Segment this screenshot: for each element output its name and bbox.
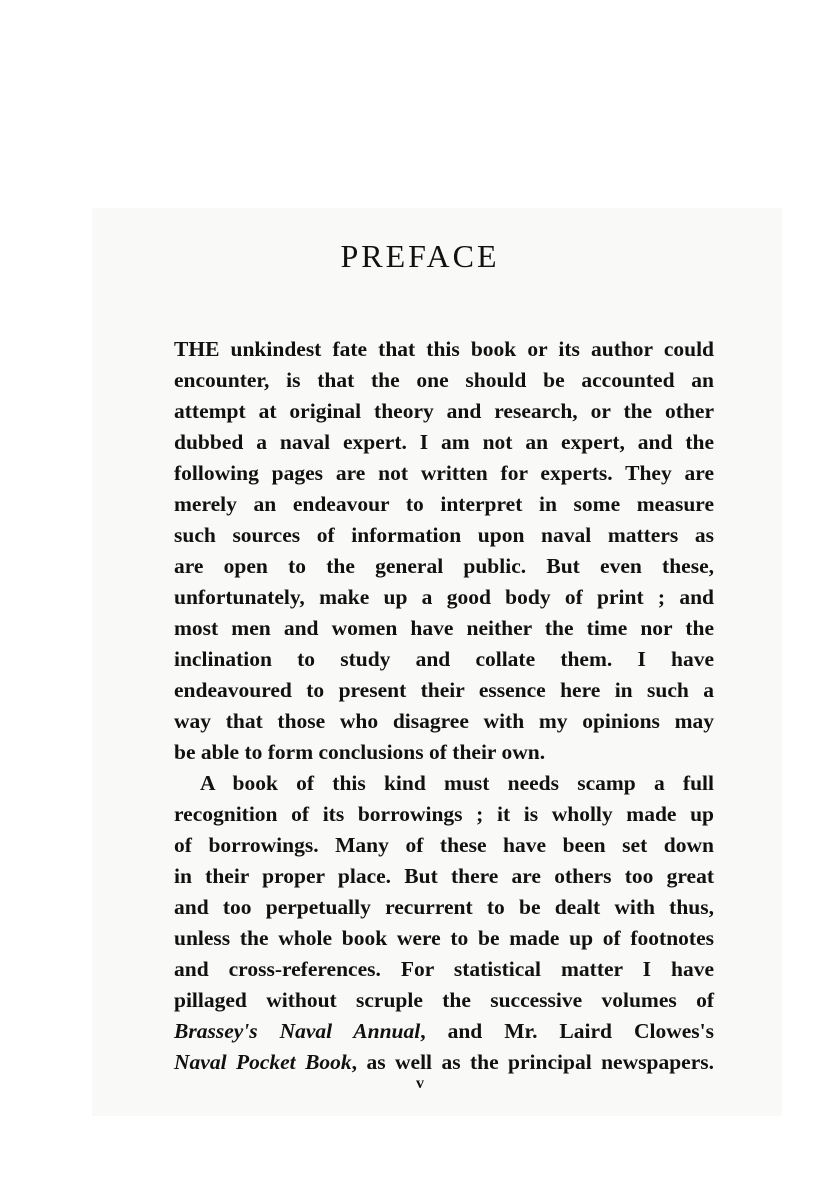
text-line: following pages are not written for experts. They are: [174, 461, 714, 485]
text-line: THE unkindest fate that this book or its author could: [174, 337, 714, 361]
text-line: way that those who disagree with my opinions may: [174, 709, 714, 733]
text-line: of borrowings. Many of these have been set down: [174, 833, 714, 857]
text-line: unfortunately, make up a good body of print ; and: [174, 585, 714, 609]
page-number: v: [416, 1075, 424, 1092]
text-line: be able to form conclusions of their own.: [174, 740, 546, 764]
preface-body: [174, 334, 714, 1078]
text-line: merely an endeavour to interpret in some measure: [174, 492, 714, 516]
text-line: most men and women have neither the time nor the: [174, 616, 714, 640]
text-line: and cross-references. For statistical matter I have: [174, 957, 714, 981]
text-line: attempt at original theory and research, or the other: [174, 399, 714, 423]
text-line: pillaged without scruple the successive volumes of: [174, 988, 714, 1012]
text-line: are open to the general public. But even these,: [174, 554, 714, 578]
text-line: in their proper place. But there are others too great: [174, 864, 714, 888]
lead-word: THE: [174, 337, 220, 361]
text-line: Naval Pocket Book, as well as the principal newspapers.: [174, 1050, 714, 1074]
page-title: PREFACE: [340, 238, 500, 274]
text-line: A book of this kind must needs scamp a full: [200, 771, 714, 795]
text-line: recognition of its borrowings ; it is wholly made up: [174, 802, 714, 826]
text-line: such sources of information upon naval matters as: [174, 523, 714, 547]
text-line: inclination to study and collate them. I have: [174, 647, 714, 671]
book-title: Naval Pocket Book: [174, 1050, 352, 1074]
text-line: endeavoured to present their essence here in such a: [174, 678, 714, 702]
text-line: encounter, is that the one should be accounted an: [174, 368, 714, 392]
text-line: dubbed a naval expert. I am not an expert, and the: [174, 430, 714, 454]
book-title: Brassey's Naval Annual: [174, 1019, 421, 1043]
text-line: unless the whole book were to be made up of footnotes: [174, 926, 714, 950]
text-line: Brassey's Naval Annual, and Mr. Laird Clowes's: [174, 1019, 714, 1043]
text-line: and too perpetually recurrent to be dealt with thus,: [174, 895, 714, 919]
